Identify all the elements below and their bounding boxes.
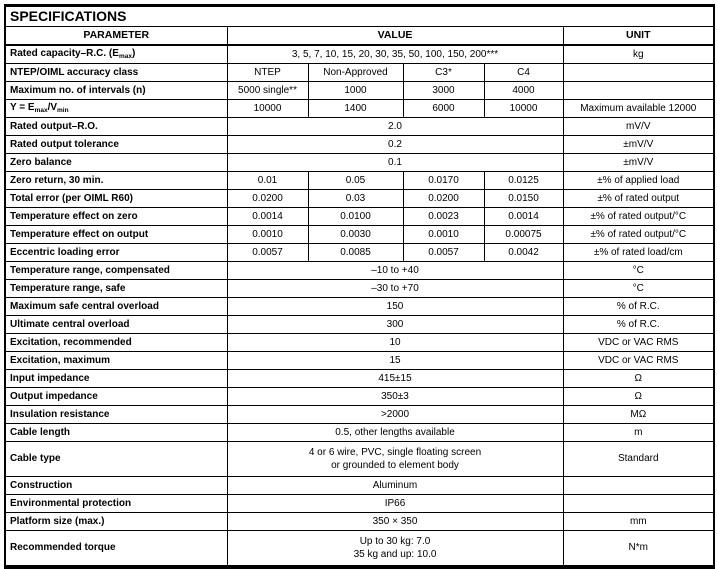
value-cell: 0.01: [227, 172, 308, 190]
parameter-cell: Temperature effect on zero: [5, 208, 227, 226]
parameter-cell: Maximum safe central overload: [5, 298, 227, 316]
parameter-cell: Rated output tolerance: [5, 136, 227, 154]
unit-cell: % of R.C.: [563, 298, 714, 316]
unit-cell: kg: [563, 45, 714, 64]
unit-cell: Ω: [563, 370, 714, 388]
unit-cell: % of R.C.: [563, 316, 714, 334]
table-row: [5, 64, 714, 82]
parameter-cell: Zero return, 30 min.: [5, 172, 227, 190]
value-cell: 0.0057: [227, 244, 308, 262]
table-header-row: [5, 27, 714, 46]
value-cell: 10: [227, 334, 563, 352]
table-row: [5, 172, 714, 190]
unit-cell: MΩ: [563, 406, 714, 424]
unit-cell: [563, 64, 714, 82]
value-cell: 4000: [484, 82, 563, 100]
unit-cell: ±% of applied load: [563, 172, 714, 190]
value-cell: 350±3: [227, 388, 563, 406]
value-cell: 2.0: [227, 118, 563, 136]
parameter-cell: Platform size (max.): [5, 513, 227, 531]
specifications-table: [4, 4, 715, 569]
value-cell: 0.0100: [308, 208, 403, 226]
unit-cell: Ω: [563, 388, 714, 406]
value-cell: 3, 5, 7, 10, 15, 20, 30, 35, 50, 100, 150, 200***: [227, 45, 563, 64]
table-row: [5, 388, 714, 406]
table-row: [5, 226, 714, 244]
value-cell: >2000: [227, 406, 563, 424]
table-row: [5, 477, 714, 495]
unit-cell: VDC or VAC RMS: [563, 352, 714, 370]
parameter-cell: Temperature range, compensated: [5, 262, 227, 280]
parameter-cell: Cable type: [5, 442, 227, 477]
value-cell: 0.0023: [403, 208, 484, 226]
unit-cell: ±% of rated output/°C: [563, 226, 714, 244]
value-cell: 0.5, other lengths available: [227, 424, 563, 442]
table-row: [5, 316, 714, 334]
table-row: [5, 495, 714, 513]
parameter-cell: Input impedance: [5, 370, 227, 388]
parameter-cell: $Y = E_{max}/V_{min}$: [5, 100, 227, 118]
value-cell: IP66: [227, 495, 563, 513]
value-cell: 0.0010: [227, 226, 308, 244]
table-row: [5, 531, 714, 568]
table-row: [5, 406, 714, 424]
unit-cell: N*m: [563, 531, 714, 568]
parameter-cell: Rated output–R.O.: [5, 118, 227, 136]
value-cell: 0.0014: [227, 208, 308, 226]
table-row: [5, 298, 714, 316]
unit-cell: Maximum available 12000: [563, 100, 714, 118]
value-cell: 0.0200: [227, 190, 308, 208]
value-cell: 1400: [308, 100, 403, 118]
value-cell: 0.00075: [484, 226, 563, 244]
table-title: SPECIFICATIONS: [5, 6, 714, 27]
value-cell: 0.0085: [308, 244, 403, 262]
parameter-cell: Excitation, recommended: [5, 334, 227, 352]
parameter-cell: Cable length: [5, 424, 227, 442]
table-row: [5, 370, 714, 388]
value-cell: 0.0200: [403, 190, 484, 208]
header-unit: UNIT: [563, 27, 714, 46]
value-cell: Non-Approved: [308, 64, 403, 82]
table-row: [5, 118, 714, 136]
value-cell: 350 × 350: [227, 513, 563, 531]
value-cell: 0.03: [308, 190, 403, 208]
parameter-cell: Rated capacity–R.C. $(E_{max})$: [5, 45, 227, 64]
unit-cell: VDC or VAC RMS: [563, 334, 714, 352]
parameter-cell: Excitation, maximum: [5, 352, 227, 370]
parameter-cell: Maximum no. of intervals (n): [5, 82, 227, 100]
value-cell: 0.0014: [484, 208, 563, 226]
table-row: [5, 45, 714, 64]
value-cell: 0.05: [308, 172, 403, 190]
header-value: VALUE: [227, 27, 563, 46]
value-cell: NTEP: [227, 64, 308, 82]
value-cell: 300: [227, 316, 563, 334]
unit-cell: ±% of rated output/°C: [563, 208, 714, 226]
value-cell: 0.0170: [403, 172, 484, 190]
value-cell: Up to 30 kg: 7.0 35 kg and up: 10.0: [227, 531, 563, 568]
table-row: [5, 82, 714, 100]
parameter-cell: Total error (per OIML R60): [5, 190, 227, 208]
table-row: [5, 280, 714, 298]
value-cell: –30 to +70: [227, 280, 563, 298]
value-cell: 3000: [403, 82, 484, 100]
table-row: [5, 154, 714, 172]
value-cell: 0.0150: [484, 190, 563, 208]
table-title-row: [5, 6, 714, 27]
table-row: [5, 262, 714, 280]
table-row: [5, 513, 714, 531]
parameter-cell: Insulation resistance: [5, 406, 227, 424]
unit-cell: ±mV/V: [563, 154, 714, 172]
unit-cell: °C: [563, 280, 714, 298]
value-cell: 10000: [484, 100, 563, 118]
parameter-cell: Output impedance: [5, 388, 227, 406]
parameter-cell: NTEP/OIML accuracy class: [5, 64, 227, 82]
value-cell: 5000 single**: [227, 82, 308, 100]
unit-cell: [563, 82, 714, 100]
value-cell: 0.0030: [308, 226, 403, 244]
unit-cell: mV/V: [563, 118, 714, 136]
value-cell: 0.0042: [484, 244, 563, 262]
table-row: [5, 244, 714, 262]
unit-cell: [563, 477, 714, 495]
parameter-cell: Eccentric loading error: [5, 244, 227, 262]
parameter-cell: Ultimate central overload: [5, 316, 227, 334]
unit-cell: m: [563, 424, 714, 442]
value-cell: 0.0057: [403, 244, 484, 262]
value-cell: 150: [227, 298, 563, 316]
table-row: [5, 352, 714, 370]
value-cell: 0.1: [227, 154, 563, 172]
unit-cell: mm: [563, 513, 714, 531]
value-cell: Aluminum: [227, 477, 563, 495]
value-cell: 15: [227, 352, 563, 370]
unit-cell: °C: [563, 262, 714, 280]
value-cell: 0.0010: [403, 226, 484, 244]
unit-cell: ±% of rated output: [563, 190, 714, 208]
parameter-cell: Recommended torque: [5, 531, 227, 568]
header-parameter: PARAMETER: [5, 27, 227, 46]
unit-cell: Standard: [563, 442, 714, 477]
parameter-cell: Temperature effect on output: [5, 226, 227, 244]
value-cell: 0.2: [227, 136, 563, 154]
table-row: [5, 442, 714, 477]
value-cell: 10000: [227, 100, 308, 118]
value-cell: –10 to +40: [227, 262, 563, 280]
table-row: [5, 424, 714, 442]
parameter-cell: Temperature range, safe: [5, 280, 227, 298]
parameter-cell: Environmental protection: [5, 495, 227, 513]
value-cell: 415±15: [227, 370, 563, 388]
value-cell: 6000: [403, 100, 484, 118]
unit-cell: ±% of rated load/cm: [563, 244, 714, 262]
parameter-cell: Zero balance: [5, 154, 227, 172]
value-cell: C3*: [403, 64, 484, 82]
table-row: [5, 334, 714, 352]
table-row: [5, 190, 714, 208]
value-cell: 1000: [308, 82, 403, 100]
unit-cell: [563, 495, 714, 513]
value-cell: C4: [484, 64, 563, 82]
unit-cell: ±mV/V: [563, 136, 714, 154]
parameter-cell: Construction: [5, 477, 227, 495]
value-cell: 0.0125: [484, 172, 563, 190]
table-row: [5, 208, 714, 226]
table-row: [5, 100, 714, 118]
table-row: [5, 136, 714, 154]
value-cell: 4 or 6 wire, PVC, single floating screen or grounded to element body: [227, 442, 563, 477]
